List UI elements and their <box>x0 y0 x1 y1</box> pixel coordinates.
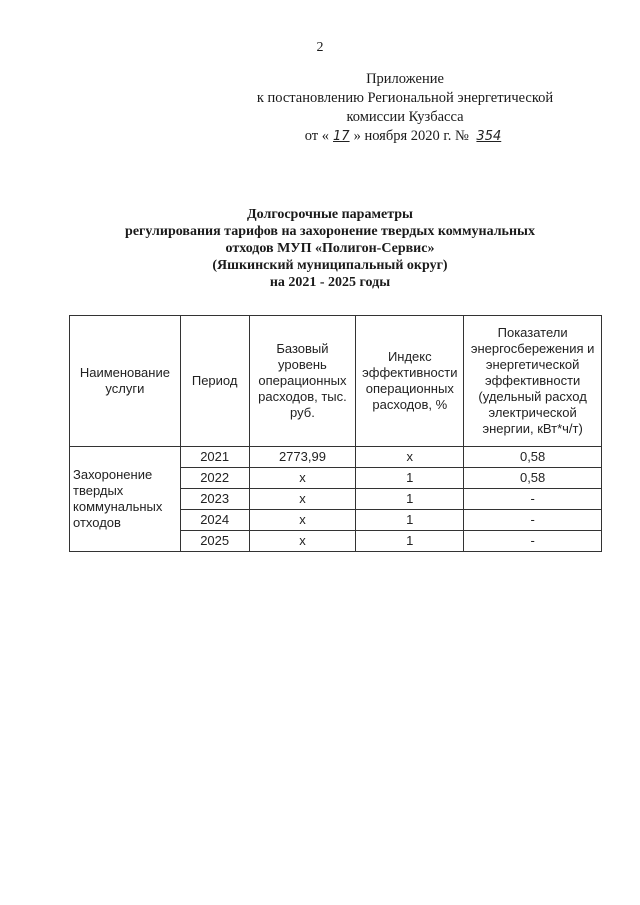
header-service: Наименование услуги <box>70 316 181 447</box>
year-cell: 2023 <box>180 489 249 510</box>
energy-cell: 0,58 <box>464 447 602 468</box>
base-cell: x <box>249 489 356 510</box>
annex-header <box>230 70 580 146</box>
title-line-2: регулирования тарифов на захоронение твердых коммунальных <box>125 224 535 239</box>
title-line-1: Долгосрочные параметры <box>247 207 413 222</box>
energy-cell: - <box>464 531 602 552</box>
base-cell: x <box>249 531 356 552</box>
index-cell: 1 <box>356 510 464 531</box>
page-number: 2 <box>316 40 324 55</box>
date-mid: » ноября 2020 г. № <box>353 128 469 144</box>
year-cell: 2022 <box>180 468 249 489</box>
year-cell: 2021 <box>180 447 249 468</box>
year-cell: 2024 <box>180 510 249 531</box>
base-cell: 2773,99 <box>249 447 356 468</box>
parameters-table <box>69 315 602 552</box>
document-title <box>90 206 570 291</box>
service-name-cell: Захоронение твердых коммунальных отходов <box>70 447 181 552</box>
year-cell: 2025 <box>180 531 249 552</box>
header-period: Период <box>180 316 249 447</box>
handwritten-day: 17 <box>333 129 350 144</box>
handwritten-number: 354 <box>476 129 502 144</box>
energy-cell: - <box>464 489 602 510</box>
title-line-4: (Яшкинский муниципальный округ) <box>212 258 448 273</box>
index-cell: 1 <box>356 531 464 552</box>
header-energy-indicators: Показатели энергосбережения и энергетической эффективности (удельный расход электрической энергии, кВт*ч/т) <box>464 316 602 447</box>
energy-cell: - <box>464 510 602 531</box>
date-prefix: от « <box>304 128 330 144</box>
base-cell: x <box>249 510 356 531</box>
header-base-level: Базовый уровень операционных расходов, тыс. руб. <box>249 316 356 447</box>
index-cell: 1 <box>356 489 464 510</box>
annex-title: Приложение <box>366 71 444 87</box>
index-cell: 1 <box>356 468 464 489</box>
annex-resolution: к постановлению Региональной энергетической <box>256 90 554 106</box>
title-line-3: отходов МУП «Полигон-Сервис» <box>225 241 435 256</box>
table-row <box>70 447 602 468</box>
energy-cell: 0,58 <box>464 468 602 489</box>
annex-date-line <box>230 127 580 146</box>
annex-commission: комиссии Кузбасса <box>346 109 464 125</box>
table-header-row <box>70 316 602 447</box>
title-line-5: на 2021 - 2025 годы <box>269 275 391 290</box>
base-cell: x <box>249 468 356 489</box>
index-cell: x <box>356 447 464 468</box>
header-efficiency-index: Индекс эффективности операционных расходов, % <box>356 316 464 447</box>
